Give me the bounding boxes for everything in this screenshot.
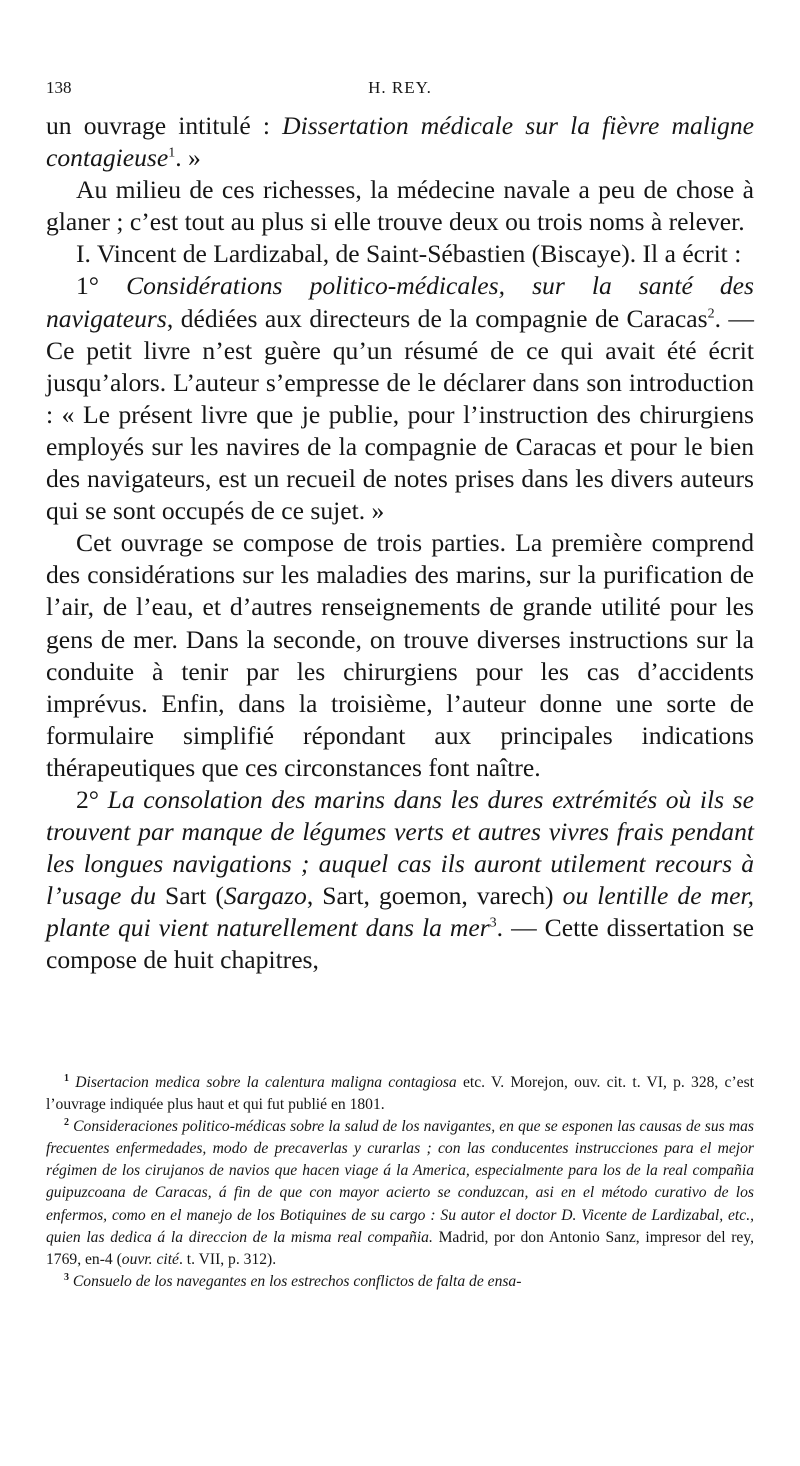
italic-title: Dissertation médicale sur la fièvre maligne contagieuse <box>46 111 754 173</box>
paragraph: 1° Considérations politico-médicales, sur la santé des navigateurs, dédiées aux directeurs de la compagnie de Caracas$^2$. — Ce petit livre n’est guère qu’un résumé de ce qui avait été écrit jusqu’alors. L’auteur s’empresse de le déclarer dans son introduction : « Le présent livre que je publie, pour l’instruction des chirurgiens employés sur les navires de la compagnie de Caracas et pour le bien des navigateurs, est un recueil de notes prises dans les divers auteurs qui se sont occupés de ce sujet. » <box>46 271 755 526</box>
italic-title: Considérations politico-médicales, sur la santé des navigateurs <box>46 271 754 333</box>
running-head: H. REY. <box>368 78 432 97</box>
footnote-ref: 1 <box>168 145 176 161</box>
italic-title: ou lentille de mer, plante qui vient naturellement dans la mer <box>46 881 754 943</box>
footnotes <box>46 1072 754 1293</box>
paragraph: Au milieu de ces richesses, la médecine navale a peu de chose à glaner ; c’est tout au plus si elle trouve deux ou trois noms à relever. <box>46 175 754 237</box>
paragraph-continuation: un ouvrage intitulé : Dissertation médicale sur la fièvre maligne contagieuse$^1$. » <box>46 111 754 173</box>
footnote-mark: 3 <box>64 1271 69 1283</box>
footnote-mark: 2 <box>64 1117 69 1128</box>
body-text <box>46 110 754 977</box>
paragraph: I. Vincent de Lardizabal, de Saint-Sébastien (Biscaye). Il a écrit : <box>76 239 742 269</box>
footnote: $^1$ Disertacion medica sobre la calentura maligna contagiosa etc. V. Morejon, ouv. cit. t. VI, p. 328, c’est l’ouvrage indiquée plus haut et qui fut publié en 1801. <box>46 1072 754 1114</box>
footnote-ref: 2 <box>707 306 715 322</box>
footnote: $^2$ Consideraciones politico-médicas sobre la salud de los navigantes, en que se esponen las causas de sus mas frecuentes enfermedades, modo de precaverlas y curarlas ; con las conducentes instrucciones para el mejor régimen de los cirujanos de navios que hacen viage á la America, especialmente para los de la real compañia guipuzcoana de Caracas, á fin de que con mayor acierto se conduzcan, asi en el método curativo de los enfermos, como en el manejo de los Botiquines de su cargo : Su autor el doctor D. Vicente de Lardizabal, etc., quien las dedica á la direccion de la misma real compañia. Madrid, por don Antonio Sanz, impresor del rey, 1769, en-4 (ouvr. cité. t. VII, p. 312). <box>46 1117 754 1268</box>
paragraph: Cet ouvrage se compose de trois parties. La première comprend des considérations sur les maladies des marins, sur la purification de l’air, de l’eau, et d’autres renseignements de grande utilité pour les gens de mer. Dans la seconde, on trouve diverses instructions sur la conduite à tenir par les chirurgiens pour les cas d’accidents imprévus. Enfin, dans la troisième, l’auteur donne une sorte de formulaire simplifié répondant aux principales indications thérapeutiques que ces circonstances font naître. <box>46 528 754 782</box>
paragraph: 2° La consolation des marins dans les dures extrémités où ils se trouvent par manque de légumes verts et autres vivres frais pendant les longues navigations ; auquel cas ils auront utilement recours à l’usage du Sart (Sargazo, Sart, goemon, varech) ou lentille de mer, plante qui vient naturellement dans la mer$^3$. — Cette dissertation se compose de huit chapitres, <box>46 784 754 975</box>
footnote: $^3$ Consuelo de los navegantes en los estrechos conflictos de falta de ensa- <box>64 1271 522 1290</box>
footnote-ref: 3 <box>489 915 497 931</box>
footnote-mark: 1 <box>64 1072 69 1084</box>
page-header <box>46 78 754 100</box>
page-number: 138 <box>46 78 72 97</box>
italic-title: La consolation des marins dans les dures extrémités où ils se trouvent par manque de légumes verts et autres vivres frais pendant les longues navigations ; auquel cas ils auront utilement recours à l’usage du <box>46 784 754 911</box>
